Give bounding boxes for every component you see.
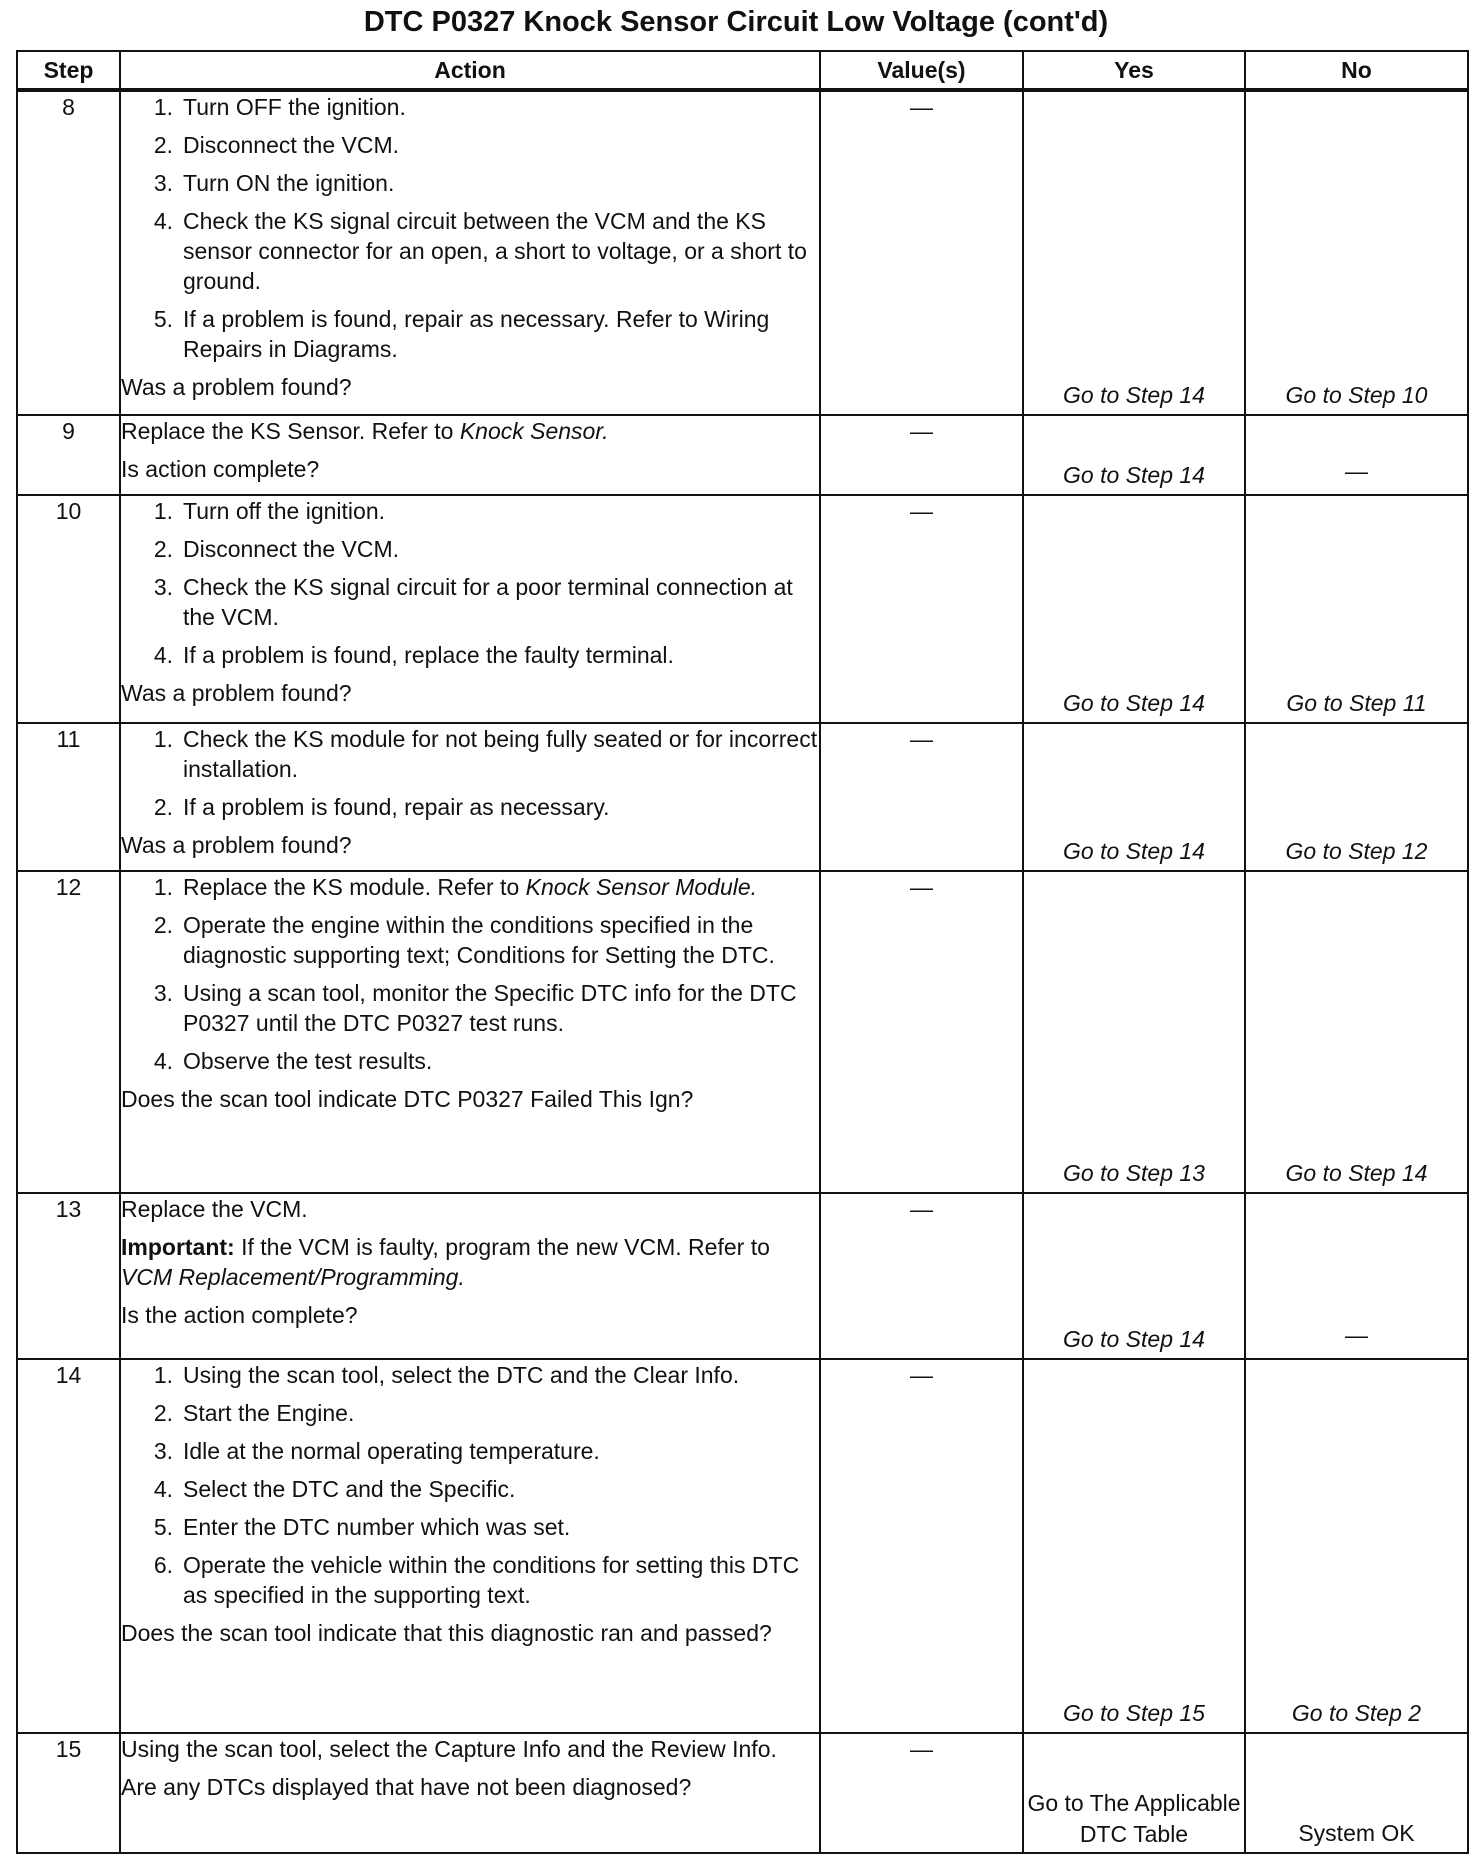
no-cell [1245, 415, 1468, 495]
no-result: Go to Step 12 [1285, 838, 1428, 864]
yes-result: Go to Step 14 [1063, 462, 1205, 488]
reference-link-text: VCM Replacement/Programming. [121, 1264, 465, 1290]
no-result: System OK [1298, 1820, 1415, 1846]
table-row [17, 90, 1468, 415]
yes-result: Go to Step 14 [1063, 838, 1205, 864]
yes-cell [1023, 495, 1245, 723]
action-cell [120, 495, 820, 723]
list-item: 3. Check the KS signal circuit for a poor terminal connection at the VCM. [153, 574, 793, 630]
table-row [17, 723, 1468, 871]
list-item: 4. Select the DTC and the Specific. [153, 1476, 516, 1502]
list-item: 4. Check the KS signal circuit between the VCM and the KS sensor connector for an open, a short to voltage, or a short to ground. [153, 208, 807, 294]
list-item: 2. If a problem is found, repair as necessary. [153, 794, 610, 820]
question: Does the scan tool indicate DTC P0327 Failed This Ign? [121, 1086, 694, 1112]
header-value: Value(s) [820, 51, 1023, 90]
no-cell [1245, 723, 1468, 871]
reference-link-text: Knock Sensor. [459, 418, 609, 444]
action-cell [120, 723, 820, 871]
action-text: Replace the VCM. [121, 1196, 308, 1222]
yes-cell [1023, 415, 1245, 495]
list-item: 1. Turn OFF the ignition. [153, 94, 406, 120]
no-cell [1245, 90, 1468, 415]
list-item: 5. Enter the DTC number which was set. [153, 1514, 571, 1540]
question: Was a problem found? [121, 680, 352, 706]
list-item: 1. Turn off the ignition. [153, 498, 386, 524]
important-note: Important: If the VCM is faulty, program the new VCM. Refer to VCM Replacement/Programming. [121, 1234, 770, 1290]
header-step: Step [17, 51, 120, 90]
value-cell: — [820, 1733, 1023, 1853]
question: Is action complete? [121, 456, 320, 482]
value-cell: — [820, 1193, 1023, 1359]
reference-link-text: Knock Sensor Module. [525, 874, 758, 900]
table-row [17, 495, 1468, 723]
value-cell: — [820, 871, 1023, 1193]
yes-cell [1023, 871, 1245, 1193]
list-item: 6. Operate the vehicle within the conditions for setting this DTC as specified in the supporting text. [153, 1552, 800, 1608]
step-number: 15 [17, 1733, 120, 1853]
action-text: Using the scan tool, select the Capture Info and the Review Info. [121, 1736, 777, 1762]
list-item: 2. Disconnect the VCM. [153, 536, 400, 562]
table-row [17, 415, 1468, 495]
step-number: 12 [17, 871, 120, 1193]
no-result: Go to Step 2 [1291, 1700, 1422, 1726]
action-cell [120, 90, 820, 415]
header-no: No [1245, 51, 1468, 90]
step-number: 10 [17, 495, 120, 723]
yes-cell [1023, 1733, 1245, 1853]
yes-cell [1023, 90, 1245, 415]
value-cell: — [820, 90, 1023, 415]
action-cell [120, 1733, 820, 1853]
step-number: 14 [17, 1359, 120, 1733]
page-title: DTC P0327 Knock Sensor Circuit Low Voltage (cont'd) [363, 6, 1109, 38]
no-cell [1245, 1193, 1468, 1359]
step-number: 11 [17, 723, 120, 871]
question: Are any DTCs displayed that have not been diagnosed? [121, 1774, 692, 1800]
value-cell: — [820, 1359, 1023, 1733]
question: Was a problem found? [121, 374, 352, 400]
yes-result: Go to The Applicable DTC Table [1027, 1790, 1241, 1847]
yes-result: Go to Step 14 [1063, 382, 1205, 408]
value-cell: — [820, 495, 1023, 723]
no-cell [1245, 495, 1468, 723]
list-item: 1. Check the KS module for not being fully seated or for incorrect installation. [153, 726, 818, 782]
question: Was a problem found? [121, 832, 352, 858]
no-cell [1245, 1733, 1468, 1853]
yes-result: Go to Step 14 [1063, 1326, 1205, 1352]
no-cell [1245, 1359, 1468, 1733]
step-number: 13 [17, 1193, 120, 1359]
list-item: 4. Observe the test results. [153, 1048, 433, 1074]
list-item: 2. Disconnect the VCM. [153, 132, 400, 158]
no-result: Go to Step 11 [1286, 690, 1427, 716]
action-cell [120, 871, 820, 1193]
step-number: 9 [17, 415, 120, 495]
list-item: 2. Operate the engine within the conditions specified in the diagnostic supporting text; Conditions for Setting the DTC. [153, 912, 775, 968]
question: Is the action complete? [121, 1302, 358, 1328]
action-text: Replace the KS Sensor. Refer to Knock Sensor. [121, 418, 609, 444]
list-item: 5. If a problem is found, repair as necessary. Refer to Wiring Repairs in Diagrams. [153, 306, 770, 362]
diagnostic-table [16, 50, 1469, 1854]
list-item: 4. If a problem is found, replace the faulty terminal. [153, 642, 674, 668]
yes-result: Go to Step 14 [1063, 690, 1205, 716]
header-row [17, 51, 1468, 90]
list-item: 2. Start the Engine. [153, 1400, 355, 1426]
question: Does the scan tool indicate that this diagnostic ran and passed? [121, 1620, 772, 1646]
action-cell [120, 1193, 820, 1359]
list-item: 3. Using a scan tool, monitor the Specific DTC info for the DTC P0327 until the DTC P0327 test runs. [153, 980, 797, 1036]
no-result: — [1345, 458, 1368, 484]
header-action: Action [120, 51, 820, 90]
no-result: Go to Step 14 [1285, 1160, 1428, 1186]
value-cell: — [820, 415, 1023, 495]
table-row [17, 871, 1468, 1193]
list-item: 1. Using the scan tool, select the DTC and the Clear Info. [153, 1362, 740, 1388]
no-result: Go to Step 10 [1285, 382, 1428, 408]
yes-cell [1023, 1359, 1245, 1733]
action-cell [120, 1359, 820, 1733]
list-item: 1. Replace the KS module. Refer to Knock Sensor Module. [153, 874, 758, 900]
table-row [17, 1733, 1468, 1853]
value-cell: — [820, 723, 1023, 871]
yes-result: Go to Step 13 [1063, 1160, 1205, 1186]
yes-result: Go to Step 15 [1063, 1700, 1205, 1726]
table-row [17, 1359, 1468, 1733]
list-item: 3. Turn ON the ignition. [153, 170, 395, 196]
yes-cell [1023, 1193, 1245, 1359]
header-yes: Yes [1023, 51, 1245, 90]
action-cell [120, 415, 820, 495]
list-item: 3. Idle at the normal operating temperature. [153, 1438, 600, 1464]
step-number: 8 [17, 90, 120, 415]
no-result: — [1345, 1322, 1368, 1348]
yes-cell [1023, 723, 1245, 871]
table-row [17, 1193, 1468, 1359]
no-cell [1245, 871, 1468, 1193]
